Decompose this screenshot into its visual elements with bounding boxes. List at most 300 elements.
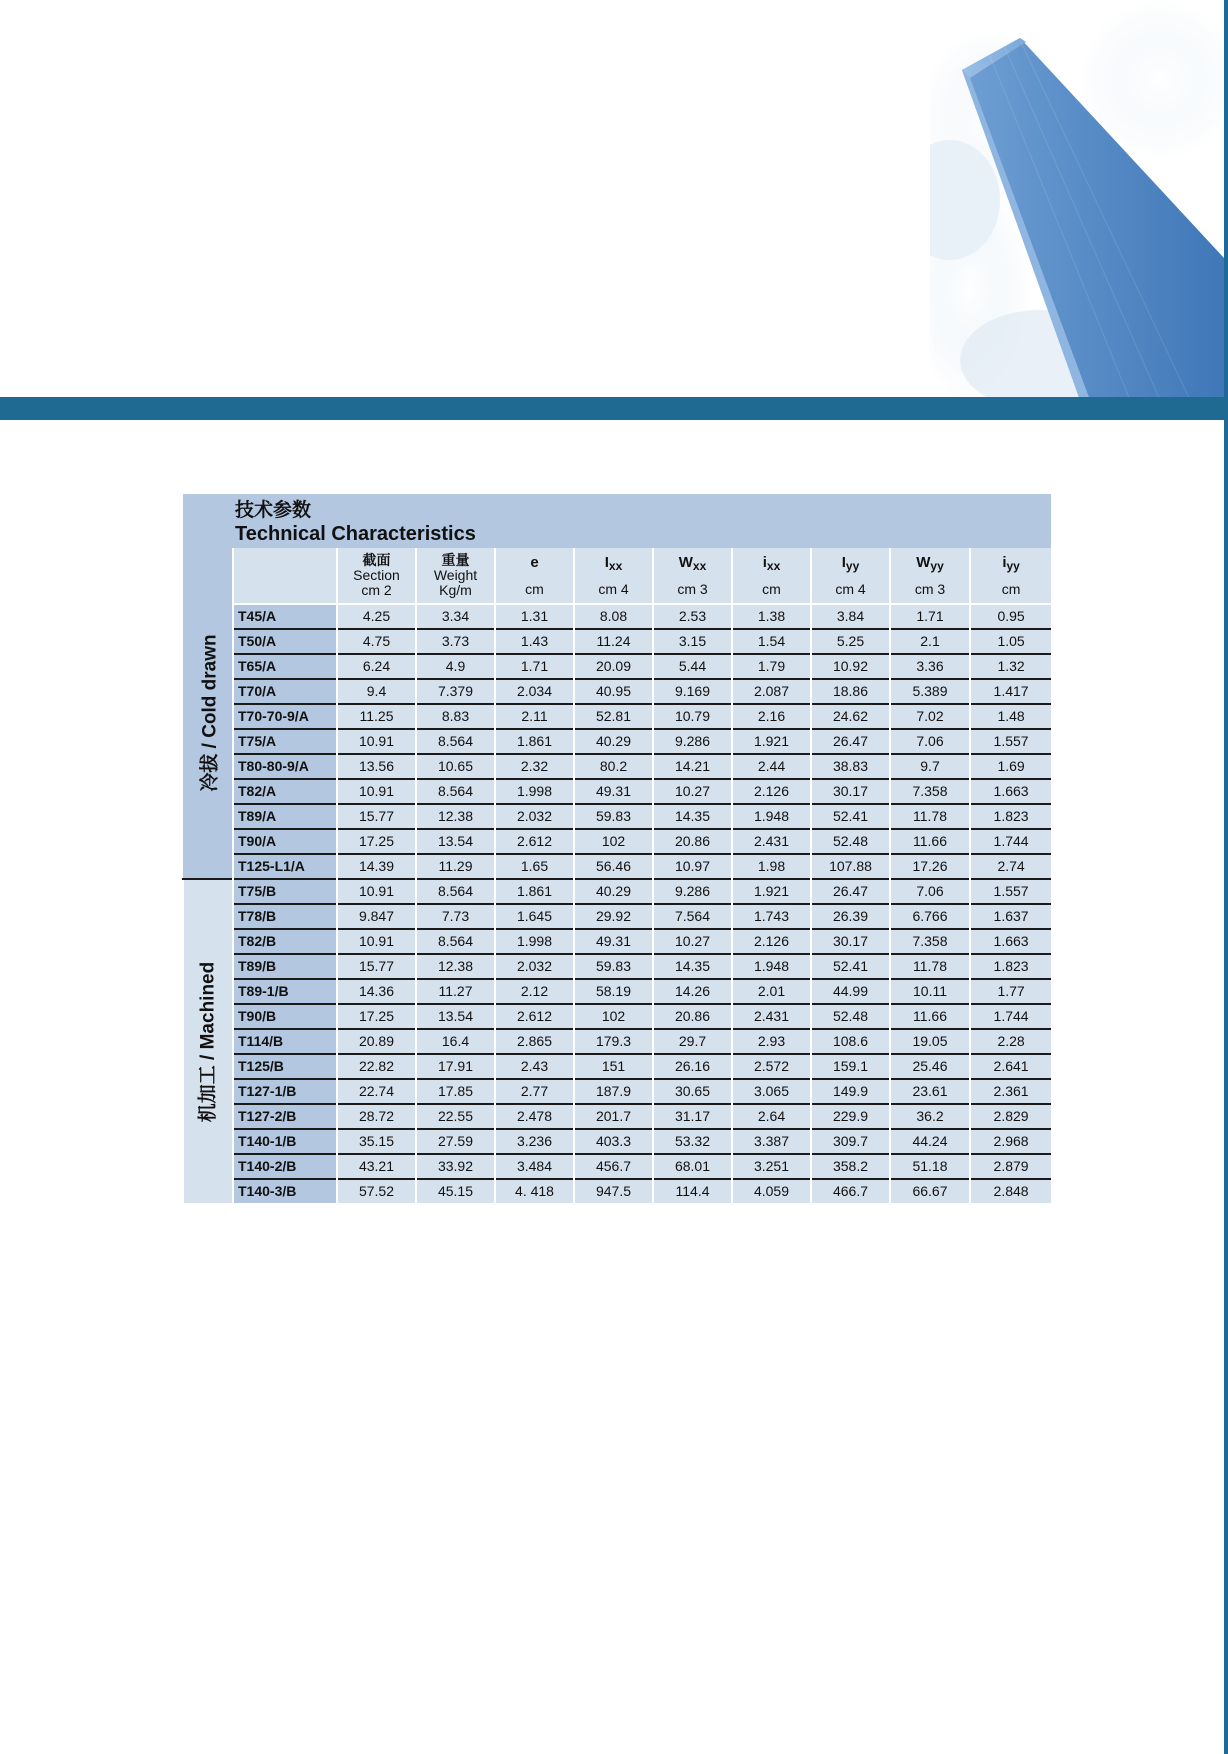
value-cell: 1.637 [970,904,1051,929]
value-cell: 7.358 [890,779,970,804]
value-cell: 11.27 [416,979,495,1004]
value-cell: 43.21 [337,1154,416,1179]
value-cell: 2.12 [495,979,574,1004]
column-header-symbol [733,555,810,574]
model-cell: T140-2/B [233,1154,337,1179]
table-title [183,494,1051,548]
value-cell: 18.86 [811,679,890,704]
value-cell: 6.766 [890,904,970,929]
value-cell: 10.79 [653,704,732,729]
table-row [183,829,1051,854]
value-cell: 2.74 [970,854,1051,879]
value-cell: 45.15 [416,1179,495,1203]
column-header-cn: 重量 [441,552,470,568]
table-row [183,704,1051,729]
model-cell: T89/A [233,804,337,829]
value-cell: 17.91 [416,1054,495,1079]
value-cell: 11.66 [890,1004,970,1029]
value-cell: 1.861 [495,729,574,754]
model-cell: T78/B [233,904,337,929]
model-cell: T89-1/B [233,979,337,1004]
value-cell: 40.95 [574,679,653,704]
value-cell: 2.612 [495,829,574,854]
column-symbol: i [762,553,767,571]
value-cell: 36.2 [890,1104,970,1129]
model-column-header [233,548,337,604]
value-cell: 12.38 [416,954,495,979]
skyscraper-photo [930,0,1224,400]
value-cell: 19.05 [890,1029,970,1054]
value-cell: 2.612 [495,1004,574,1029]
column-header-unit: Kg/m [439,582,472,598]
column-header-name: Section [353,567,400,583]
value-cell: 68.01 [653,1154,732,1179]
table-row [183,1054,1051,1079]
table-row [183,629,1051,654]
value-cell: 9.4 [337,679,416,704]
model-cell: T45/A [233,604,337,629]
value-cell: 26.47 [811,729,890,754]
value-cell: 2.848 [970,1179,1051,1203]
column-symbol: i [1002,553,1007,571]
value-cell: 5.25 [811,629,890,654]
value-cell: 1.743 [732,904,811,929]
value-cell: 2.126 [732,929,811,954]
value-cell: 1.663 [970,779,1051,804]
value-cell: 59.83 [574,804,653,829]
value-cell: 2.865 [495,1029,574,1054]
value-cell: 52.48 [811,1004,890,1029]
group-label-machined: 机加工 / Machined [197,961,219,1122]
column-header-1 [416,548,495,604]
value-cell: 7.73 [416,904,495,929]
model-cell: T140-3/B [233,1179,337,1203]
value-cell: 24.62 [811,704,890,729]
model-cell: T125/B [233,1054,337,1079]
value-cell: 9.847 [337,904,416,929]
group-label-cell-cold-drawn [183,548,233,879]
column-header-unit: cm 4 [598,580,629,597]
value-cell: 1.948 [732,954,811,979]
value-cell: 2.126 [732,779,811,804]
value-cell: 2.32 [495,754,574,779]
value-cell: 6.24 [337,654,416,679]
value-cell: 3.73 [416,629,495,654]
value-cell: 53.32 [653,1129,732,1154]
column-header-unit: cm [1001,580,1021,597]
value-cell: 1.921 [732,729,811,754]
value-cell: 3.84 [811,604,890,629]
value-cell: 102 [574,1004,653,1029]
value-cell: 29.92 [574,904,653,929]
model-cell: T75/A [233,729,337,754]
value-cell: 10.91 [337,929,416,954]
value-cell: 49.31 [574,929,653,954]
value-cell: 2.829 [970,1104,1051,1129]
value-cell: 1.823 [970,954,1051,979]
value-cell: 2.01 [732,979,811,1004]
value-cell: 2.032 [495,804,574,829]
value-cell: 3.065 [732,1079,811,1104]
value-cell: 14.39 [337,854,416,879]
value-cell: 17.26 [890,854,970,879]
value-cell: 7.02 [890,704,970,729]
model-cell: T127-1/B [233,1079,337,1104]
table-row [183,1154,1051,1179]
value-cell: 52.41 [811,804,890,829]
value-cell: 1.861 [495,879,574,904]
value-cell: 4.25 [337,604,416,629]
value-cell: 52.81 [574,704,653,729]
table-row [183,954,1051,979]
column-header-2 [495,548,574,604]
value-cell: 30.17 [811,929,890,954]
model-cell: T89/B [233,954,337,979]
value-cell: 2.1 [890,629,970,654]
value-cell: 49.31 [574,779,653,804]
value-cell: 3.251 [732,1154,811,1179]
value-cell: 3.34 [416,604,495,629]
value-cell: 466.7 [811,1179,890,1203]
column-header-unit: cm 3 [677,580,708,597]
value-cell: 187.9 [574,1079,653,1104]
column-header-6 [811,548,890,604]
value-cell: 5.389 [890,679,970,704]
model-cell: T114/B [233,1029,337,1054]
value-cell: 2.572 [732,1054,811,1079]
value-cell: 5.44 [653,654,732,679]
value-cell: 10.92 [811,654,890,679]
value-cell: 17.25 [337,829,416,854]
value-cell: 1.921 [732,879,811,904]
column-header-unit: cm [762,580,781,597]
value-cell: 10.11 [890,979,970,1004]
value-cell: 14.36 [337,979,416,1004]
value-cell: 11.78 [890,954,970,979]
value-cell: 9.286 [653,879,732,904]
value-cell: 13.56 [337,754,416,779]
value-cell: 229.9 [811,1104,890,1129]
column-header-5 [732,548,811,604]
group-label-cold-drawn: 冷拔 / Cold drawn [199,634,220,792]
value-cell: 33.92 [416,1154,495,1179]
table-title-en: Technical Characteristics [235,523,476,545]
value-cell: 11.66 [890,829,970,854]
column-header-unit: cm 2 [361,582,392,598]
value-cell: 1.05 [970,629,1051,654]
model-cell: T65/A [233,654,337,679]
value-cell: 947.5 [574,1179,653,1203]
value-cell: 2.11 [495,704,574,729]
model-cell: T70/A [233,679,337,704]
value-cell: 1.948 [732,804,811,829]
value-cell: 4. 418 [495,1179,574,1203]
value-cell: 44.99 [811,979,890,1004]
value-cell: 456.7 [574,1154,653,1179]
value-cell: 159.1 [811,1054,890,1079]
table-row [183,654,1051,679]
value-cell: 1.43 [495,629,574,654]
value-cell: 59.83 [574,954,653,979]
value-cell: 26.39 [811,904,890,929]
column-header-symbol [891,555,969,574]
value-cell: 8.564 [416,729,495,754]
value-cell: 1.31 [495,604,574,629]
value-cell: 14.21 [653,754,732,779]
column-subscript: xx [608,558,623,573]
value-cell: 12.38 [416,804,495,829]
value-cell: 11.78 [890,804,970,829]
value-cell: 8.564 [416,879,495,904]
column-header-row [183,548,1051,604]
value-cell: 8.564 [416,779,495,804]
value-cell: 1.645 [495,904,574,929]
value-cell: 26.16 [653,1054,732,1079]
column-header-symbol [812,555,889,574]
value-cell: 2.478 [495,1104,574,1129]
value-cell: 10.97 [653,854,732,879]
table-row [183,754,1051,779]
value-cell: 108.6 [811,1029,890,1054]
value-cell: 151 [574,1054,653,1079]
value-cell: 201.7 [574,1104,653,1129]
model-cell: T80-80-9/A [233,754,337,779]
column-header-4 [653,548,732,604]
header-band [0,397,1224,420]
column-header-0 [337,548,416,604]
table-row [183,1079,1051,1104]
value-cell: 0.95 [970,604,1051,629]
value-cell: 7.06 [890,729,970,754]
value-cell: 3.236 [495,1129,574,1154]
value-cell: 1.417 [970,679,1051,704]
value-cell: 80.2 [574,754,653,779]
value-cell: 2.64 [732,1104,811,1129]
value-cell: 1.744 [970,1004,1051,1029]
column-symbol: I [604,553,609,571]
value-cell: 15.77 [337,804,416,829]
value-cell: 22.82 [337,1054,416,1079]
value-cell: 27.59 [416,1129,495,1154]
value-cell: 16.4 [416,1029,495,1054]
value-cell: 13.54 [416,1004,495,1029]
value-cell: 7.564 [653,904,732,929]
value-cell: 10.91 [337,879,416,904]
value-cell: 10.27 [653,779,732,804]
value-cell: 1.65 [495,854,574,879]
value-cell: 25.46 [890,1054,970,1079]
value-cell: 20.86 [653,829,732,854]
column-header-name: Weight [433,567,478,583]
column-symbol: W [916,553,931,571]
value-cell: 4.9 [416,654,495,679]
value-cell: 26.47 [811,879,890,904]
value-cell: 2.44 [732,754,811,779]
value-cell: 1.48 [970,704,1051,729]
value-cell: 1.77 [970,979,1051,1004]
technical-characteristics-table [182,494,1051,1203]
model-cell: T140-1/B [233,1129,337,1154]
table-row [183,604,1051,629]
value-cell: 17.85 [416,1079,495,1104]
table-row [183,1104,1051,1129]
value-cell: 14.35 [653,804,732,829]
value-cell: 2.034 [495,679,574,704]
table-row [183,1029,1051,1054]
value-cell: 13.54 [416,829,495,854]
value-cell: 10.27 [653,929,732,954]
column-header-cn: 截面 [362,552,391,568]
value-cell: 7.06 [890,879,970,904]
value-cell: 2.28 [970,1029,1051,1054]
value-cell: 4.75 [337,629,416,654]
model-cell: T75/B [233,879,337,904]
value-cell: 102 [574,829,653,854]
value-cell: 23.61 [890,1079,970,1104]
value-cell: 1.69 [970,754,1051,779]
value-cell: 30.65 [653,1079,732,1104]
column-header-3 [574,548,653,604]
value-cell: 179.3 [574,1029,653,1054]
value-cell: 9.286 [653,729,732,754]
value-cell: 1.71 [495,654,574,679]
value-cell: 2.879 [970,1154,1051,1179]
value-cell: 1.98 [732,854,811,879]
value-cell: 35.15 [337,1129,416,1154]
value-cell: 2.641 [970,1054,1051,1079]
value-cell: 2.77 [495,1079,574,1104]
value-cell: 3.36 [890,654,970,679]
value-cell: 40.29 [574,729,653,754]
table-row [183,1004,1051,1029]
value-cell: 28.72 [337,1104,416,1129]
column-header-8 [970,548,1051,604]
value-cell: 51.18 [890,1154,970,1179]
value-cell: 11.29 [416,854,495,879]
value-cell: 2.431 [732,829,811,854]
table-title-cn: 技术参数 [235,500,312,521]
value-cell: 2.431 [732,1004,811,1029]
value-cell: 14.26 [653,979,732,1004]
value-cell: 309.7 [811,1129,890,1154]
table-row [183,879,1051,904]
column-subscript: xx [766,558,781,573]
column-symbol: W [678,553,693,571]
value-cell: 7.358 [890,929,970,954]
model-cell: T82/B [233,929,337,954]
group-label-cell-machined [183,879,233,1203]
value-cell: 20.89 [337,1029,416,1054]
model-cell: T90/B [233,1004,337,1029]
value-cell: 2.087 [732,679,811,704]
value-cell: 2.43 [495,1054,574,1079]
value-cell: 2.93 [732,1029,811,1054]
right-edge-rule [1224,0,1228,1754]
value-cell: 44.24 [890,1129,970,1154]
value-cell: 38.83 [811,754,890,779]
value-cell: 1.663 [970,929,1051,954]
value-cell: 22.74 [337,1079,416,1104]
value-cell: 10.91 [337,729,416,754]
value-cell: 22.55 [416,1104,495,1129]
value-cell: 8.564 [416,929,495,954]
value-cell: 358.2 [811,1154,890,1179]
column-subscript: yy [845,558,860,573]
value-cell: 8.08 [574,604,653,629]
column-subscript: xx [692,558,707,573]
value-cell: 20.86 [653,1004,732,1029]
value-cell: 1.38 [732,604,811,629]
value-cell: 9.169 [653,679,732,704]
column-header-7 [890,548,970,604]
value-cell: 52.48 [811,829,890,854]
table-row [183,679,1051,704]
value-cell: 114.4 [653,1179,732,1203]
value-cell: 3.484 [495,1154,574,1179]
column-header-unit: cm 4 [835,580,866,597]
value-cell: 20.09 [574,654,653,679]
model-cell: T90/A [233,829,337,854]
column-header-symbol [496,555,573,574]
value-cell: 1.998 [495,779,574,804]
model-cell: T125-L1/A [233,854,337,879]
value-cell: 3.15 [653,629,732,654]
value-cell: 15.77 [337,954,416,979]
column-header-symbol [971,555,1051,574]
value-cell: 8.83 [416,704,495,729]
column-header-symbol [654,555,731,574]
table-row [183,729,1051,754]
table-row [183,854,1051,879]
column-subscript: yy [930,558,944,573]
value-cell: 10.65 [416,754,495,779]
value-cell: 2.361 [970,1079,1051,1104]
table-row [183,979,1051,1004]
value-cell: 14.35 [653,954,732,979]
value-cell: 9.7 [890,754,970,779]
value-cell: 1.744 [970,829,1051,854]
model-cell: T127-2/B [233,1104,337,1129]
value-cell: 403.3 [574,1129,653,1154]
value-cell: 107.88 [811,854,890,879]
column-header-unit: cm 3 [914,580,946,597]
value-cell: 1.557 [970,879,1051,904]
value-cell: 1.71 [890,604,970,629]
value-cell: 1.32 [970,654,1051,679]
value-cell: 2.53 [653,604,732,629]
value-cell: 56.46 [574,854,653,879]
value-cell: 1.998 [495,929,574,954]
column-subscript: yy [1006,558,1020,573]
value-cell: 11.25 [337,704,416,729]
table-row [183,904,1051,929]
value-cell: 1.54 [732,629,811,654]
value-cell: 30.17 [811,779,890,804]
value-cell: 2.032 [495,954,574,979]
value-cell: 58.19 [574,979,653,1004]
value-cell: 3.387 [732,1129,811,1154]
table-row [183,779,1051,804]
value-cell: 11.24 [574,629,653,654]
table-row [183,929,1051,954]
column-symbol: e [530,553,539,571]
value-cell: 7.379 [416,679,495,704]
value-cell: 40.29 [574,879,653,904]
value-cell: 17.25 [337,1004,416,1029]
column-header-symbol [575,555,652,574]
value-cell: 4.059 [732,1179,811,1203]
table-row [183,1129,1051,1154]
